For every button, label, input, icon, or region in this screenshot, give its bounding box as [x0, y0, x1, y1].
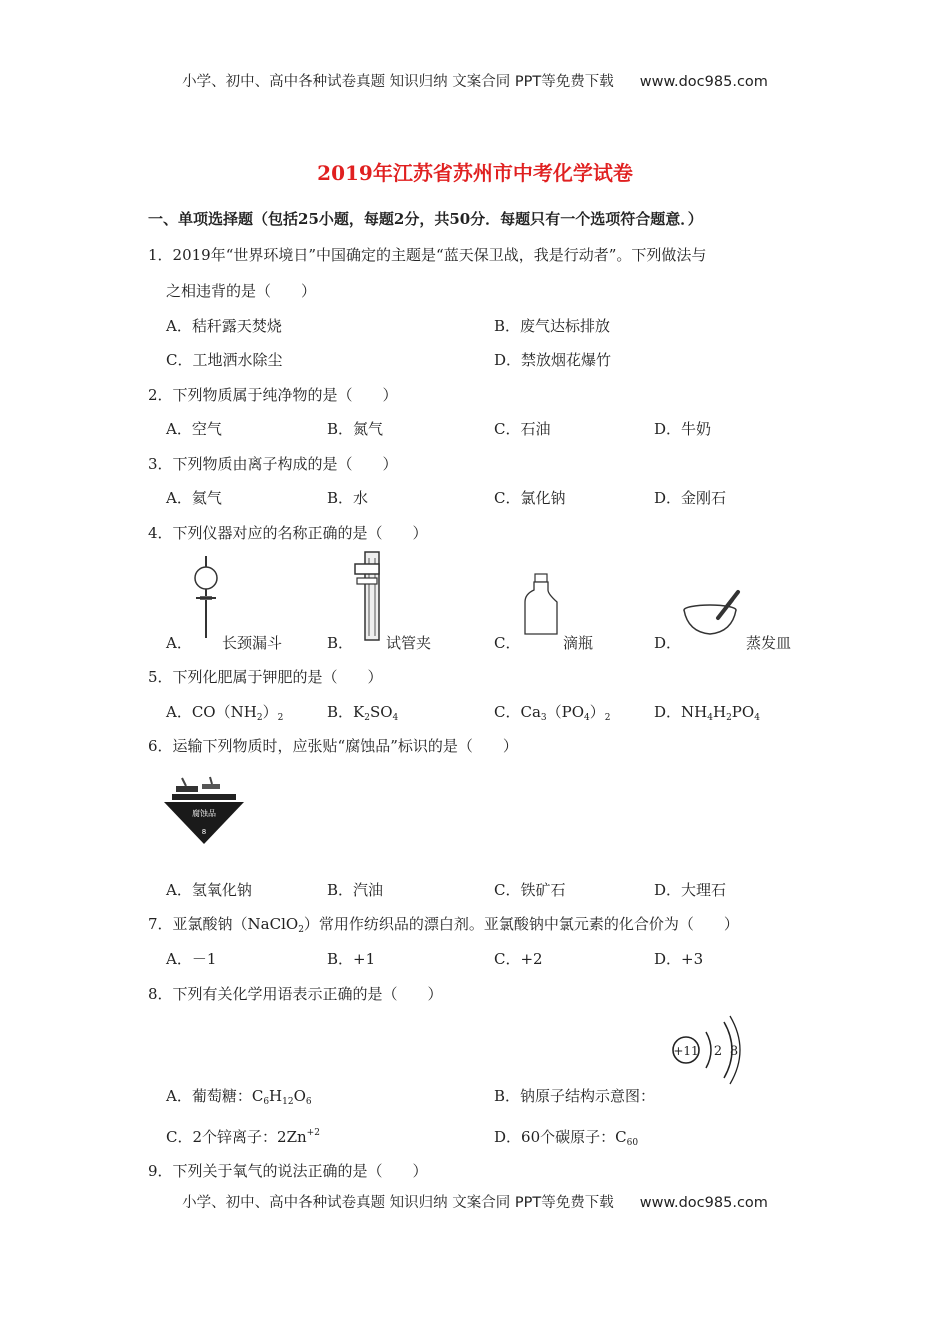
q8-stem: 8．下列有关化学用语表示正确的是（ ）: [148, 985, 443, 1003]
q4-option-d-letter: D．: [654, 634, 682, 652]
q6-option-d: D．大理石: [654, 881, 727, 899]
q3-stem: 3．下列物质由离子构成的是（ ）: [148, 455, 398, 473]
q5-option-a: A．$CO(NH_2)_2$: [166, 703, 284, 723]
exam-title: 2019年江苏省苏州市中考化学试卷: [317, 161, 633, 185]
q4-option-c-letter: C．: [494, 634, 521, 652]
corrosive-sign-label: 腐蚀品: [192, 809, 216, 818]
q5-option-c: C．$Ca_3(PO_4)_2$: [494, 703, 611, 723]
q3-option-a: A．氦气: [166, 489, 222, 507]
q7-stem: 7．亚氯酸钠（NaClO$_2$）常用作纺织品的漂白剂。亚氯酸钠中氯元素的化合价为（ ）: [148, 915, 739, 935]
q4-option-a-letter: A．: [166, 634, 192, 652]
corrosive-sign-class: 8: [201, 828, 207, 836]
q6-stem: 6．运输下列物质时，应张贴“腐蚀品”标识的是（ ）: [148, 737, 518, 755]
q1-stem-line1: 1．2019年“世界环境日”中国确定的主题是“蓝天保卫战，我是行动者”。下列做法与: [148, 246, 707, 264]
q6-option-b: B．汽油: [327, 881, 384, 899]
dropper-bottle-image: [522, 572, 560, 638]
q4-stem: 4．下列仪器对应的名称正确的是（ ）: [148, 524, 428, 542]
q5-option-d: D．$NH_4H_2PO_4$: [654, 703, 760, 723]
q6-option-c: C．铁矿石: [494, 881, 566, 899]
q4-option-b-letter: B．: [327, 634, 354, 652]
q2-option-d: D．牛奶: [654, 420, 712, 438]
q4-option-a-name: 长颈漏斗: [222, 634, 283, 652]
q1-option-b: B．废气达标排放: [494, 317, 611, 335]
q4-option-c-name: 滴瓶: [563, 634, 594, 652]
q8-option-b: B．钠原子结构示意图：: [494, 1087, 656, 1105]
page-header: [0, 70, 950, 91]
footer-url[interactable]: www.doc985.com: [639, 1195, 768, 1211]
q8-option-c: C．2个锌离子：$2Zn^{+2}$: [166, 1128, 320, 1146]
q6-option-a: A．氢氧化钠: [166, 881, 252, 899]
q2-option-b: B．氮气: [327, 420, 384, 438]
header-url[interactable]: www.doc985.com: [639, 74, 768, 90]
q9-stem: 9．下列关于氧气的说法正确的是（ ）: [148, 1162, 428, 1180]
separatory-funnel-image: [186, 556, 226, 640]
q4-option-d-name: 蒸发皿: [746, 634, 792, 652]
section-heading: 一、单项选择题（包括25小题，每题2分，共50分．每题只有一个选项符合题意．）: [148, 210, 703, 228]
atom-nucleus-charge: +11: [673, 1044, 699, 1058]
atom-shell-2-count: 8: [729, 1044, 739, 1059]
footer-text: 小学、初中、高中各种试卷真题 知识归纳 文案合同 PPT等免费下载: [182, 1195, 614, 1211]
atom-shell-1-count: 2: [713, 1044, 723, 1059]
q5-option-b: B．$K_2SO_4$: [327, 703, 399, 723]
q2-stem: 2．下列物质属于纯净物的是（ ）: [148, 386, 398, 404]
mortar-image: [680, 588, 744, 640]
q7-option-c: C．+2: [494, 950, 543, 968]
q7-option-a: A．－1: [166, 950, 217, 968]
header-text: 小学、初中、高中各种试卷真题 知识归纳 文案合同 PPT等免费下载: [182, 74, 614, 90]
q5-stem: 5．下列化肥属于钾肥的是（ ）: [148, 668, 383, 686]
q3-option-d: D．金刚石: [654, 489, 727, 507]
corrosive-hazard-sign: [162, 774, 246, 846]
q3-option-b: B．水: [327, 489, 369, 507]
q1-option-c: C．工地洒水除尘: [166, 351, 283, 369]
q2-option-c: C．石油: [494, 420, 551, 438]
q1-option-d: D．禁放烟花爆竹: [494, 351, 612, 369]
q4-option-b-name: 试管夹: [386, 634, 432, 652]
page-footer: [0, 1191, 950, 1212]
q8-option-a: A．葡萄糖：$C_6H_{12}O_6$: [166, 1087, 312, 1107]
q1-stem-line2: 之相违背的是（ ）: [166, 282, 317, 300]
q3-option-c: C．氯化钠: [494, 489, 566, 507]
q1-option-a: A．秸秆露天焚烧: [166, 317, 282, 335]
q7-option-b: B．+1: [327, 950, 376, 968]
q8-option-d: D．60个碳原子：$C_{60}$: [494, 1128, 639, 1148]
sodium-atom-diagram: [666, 1014, 746, 1086]
q2-option-a: A．空气: [166, 420, 222, 438]
test-tube-holder-image: [353, 550, 389, 642]
q7-option-d: D．+3: [654, 950, 704, 968]
